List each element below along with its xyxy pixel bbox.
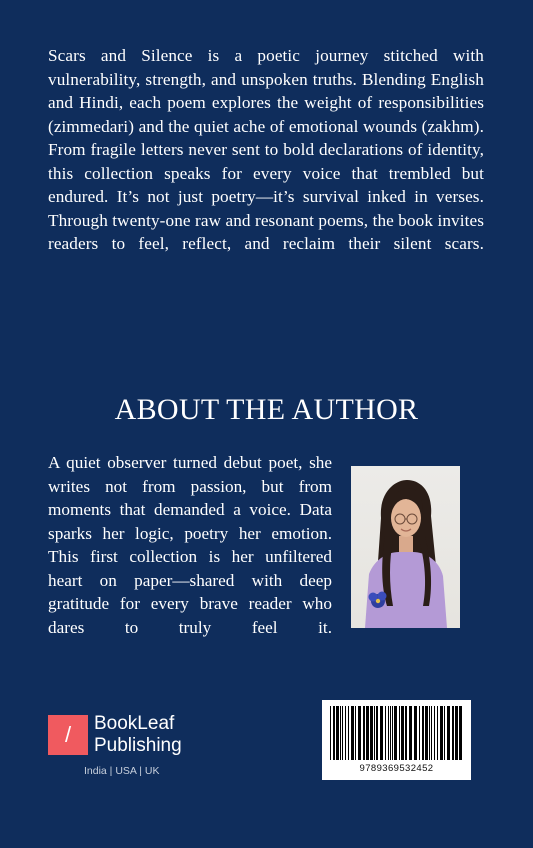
bookleaf-logo-icon: / [48,715,88,755]
publisher-regions: India | USA | UK [84,765,160,777]
barcode-bar [409,706,412,760]
about-author-heading: ABOUT THE AUTHOR [114,393,419,426]
barcode-bar [340,706,341,760]
isbn-number: 9789369532452 [359,763,434,774]
barcode-bar [388,706,389,760]
barcode-bar [333,706,335,760]
barcode-bar [431,706,432,760]
barcode-bar [425,706,428,760]
barcode-bar [351,706,354,760]
publisher-name-line2: Publishing [94,735,182,756]
barcode-bar [429,706,430,760]
barcode-bar [330,706,331,760]
author-bio: A quiet observer turned debut poet, she writes not from passion, but from moments that demanded a voice. Data sparks her logic, poetry her emotion. This first collection is her unfiltered heart on paper—shared with deep gratitude for every brave reader who dares to truly feel it. [48,453,332,637]
barcode-bar [414,706,417,760]
barcode-bar [370,706,373,760]
barcode-bar [380,706,383,760]
barcode-bar [437,706,438,760]
barcode-bars [330,706,463,760]
barcode-bar [366,706,369,760]
barcode-bar [374,706,375,760]
barcode-bar [376,706,378,760]
barcode-bar [358,706,361,760]
barcode-bar [342,706,343,760]
barcode-bar [394,706,397,760]
barcode-bar [355,706,356,760]
barcode-bar [452,706,454,760]
barcode-bar [348,706,349,760]
barcode-bar [392,706,393,760]
barcode-bar [390,706,391,760]
author-photo [351,466,460,628]
barcode-bar [363,706,365,760]
barcode-bar [444,706,445,760]
barcode-bar [336,706,339,760]
barcode-bar [422,706,424,760]
barcode-bar [401,706,404,760]
isbn-barcode [322,700,471,780]
barcode-bar [440,706,443,760]
barcode-bar [385,706,386,760]
back-cover-blurb: Scars and Silence is a poetic journey stitched with vulnerability, strength, and unspoken truths. Blending English and Hindi, each poem explores the weight of responsibilities (zimmedari) and the quiet ache of emotional wounds (zakhm). From fragile letters never sent to bold declarations of identity, this collection speaks for every voice that trembled but endured. It’s not just poetry—it’s survival inked in verses. Through twenty-one raw and resonant poems, the book invites readers to feel, reflect, and reclaim their silent scars. [48,46,484,253]
barcode-bar [405,706,407,760]
barcode-bar [459,706,462,760]
barcode-bar [399,706,400,760]
barcode-bar [419,706,420,760]
publisher-name-line1: BookLeaf [94,713,175,734]
barcode-bar [447,706,450,760]
author-portrait-illustration [351,466,460,628]
barcode-bar [434,706,435,760]
barcode-bar [455,706,458,760]
publisher-logo [48,715,218,785]
barcode-bar [345,706,346,760]
